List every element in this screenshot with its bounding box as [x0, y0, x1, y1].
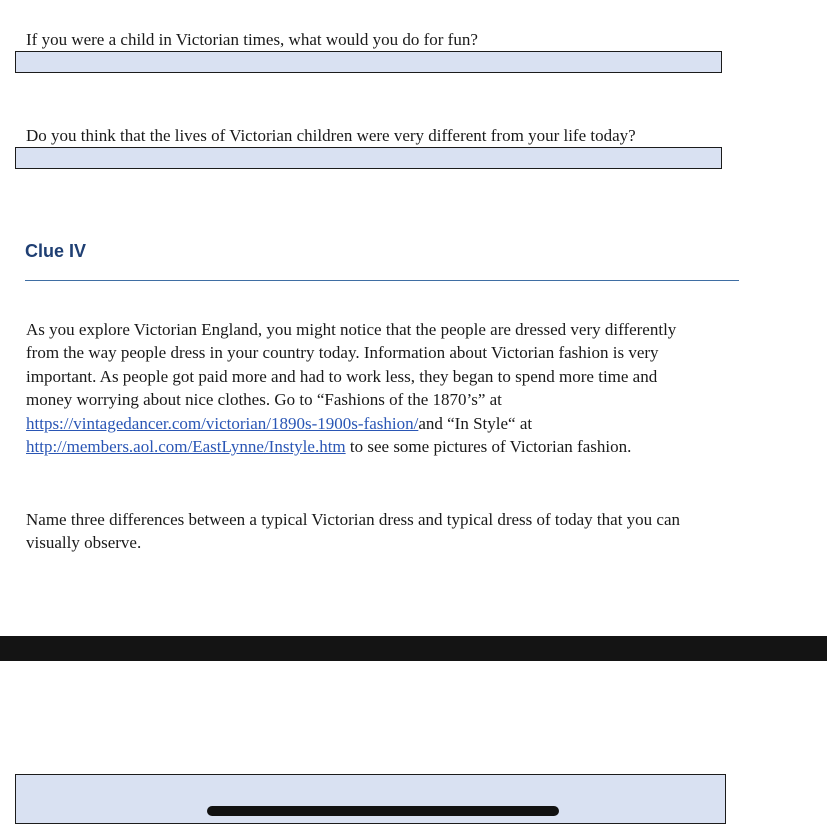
fashion-link[interactable]: https://vintagedancer.com/victorian/1890s-1900s-fashion/ — [26, 413, 419, 433]
paragraph-line: from the way people dress in your country today. Information about Victorian fashion is very — [26, 343, 659, 363]
section-divider — [25, 280, 739, 281]
prompt-line: visually observe. — [26, 533, 142, 553]
home-indicator — [207, 806, 559, 816]
paragraph-line: money worrying about nice clothes. Go to “Fashions of the 1870’s” at — [26, 390, 502, 410]
question-prompt — [26, 508, 741, 555]
page-break-bar — [0, 636, 827, 661]
clue-paragraph — [26, 318, 741, 458]
answer-field-3[interactable] — [15, 774, 726, 824]
question-2-text: Do you think that the lives of Victorian children were very different from your life today? — [26, 126, 636, 145]
paragraph-line — [26, 435, 741, 458]
prompt-line: Name three differences between a typical Victorian dress and typical dress of today that you can — [26, 510, 681, 529]
paragraph-line — [26, 412, 741, 435]
answer-field-2[interactable] — [15, 147, 722, 169]
instyle-link[interactable]: http://members.aol.com/EastLynne/Instyle.htm — [26, 437, 346, 457]
question-1-text: If you were a child in Victorian times, what would you do for fun? — [26, 30, 478, 49]
link-trailing-text: to see some pictures of Victorian fashion. — [345, 437, 632, 457]
section-heading: Clue IV — [25, 241, 87, 261]
link-connector-text: and “In Style“ at — [418, 413, 533, 433]
answer-field-1[interactable] — [15, 51, 722, 73]
paragraph-line: important. As people got paid more and had to work less, they began to spend more time and — [26, 366, 658, 386]
paragraph-line: As you explore Victorian England, you might notice that the people are dressed very differently — [26, 320, 677, 339]
